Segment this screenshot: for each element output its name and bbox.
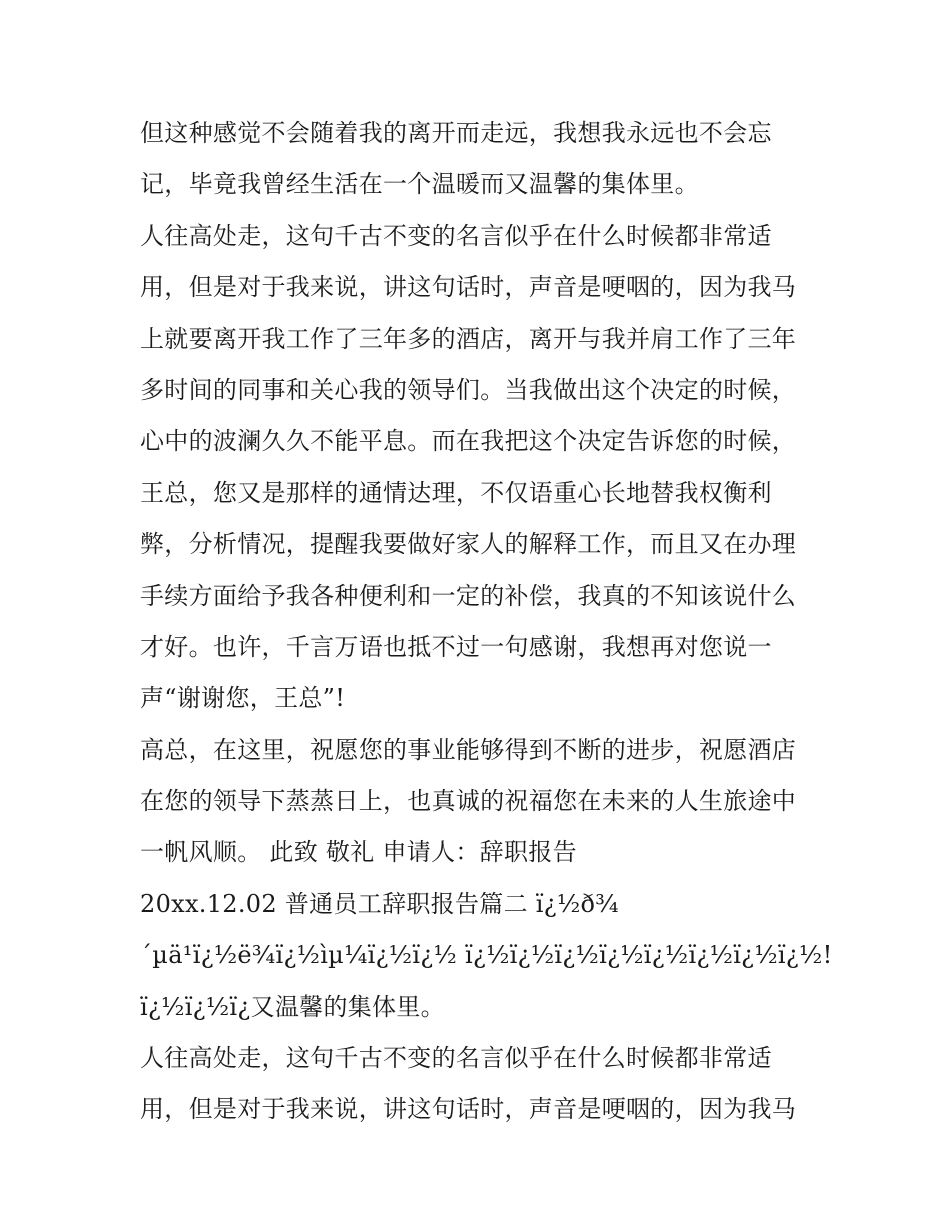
text-line: ´µä¹ï¿½ë¾ï¿½ìµ¼ï¿½ï¿½ ï¿½ï¿½ï¿½ï¿½ï¿½ï¿½ï¿½ï¿½! [140,941,833,970]
text-line: 弊，分析情况，提醒我要做好家人的解释工作，而且又在办理 [140,530,797,559]
text-line: 人往高处走，这句千古不变的名言似乎在什么时候都非常适 [140,1044,772,1073]
document-body [140,108,833,1136]
text-line: 手续方面给予我各种便利和一定的补偿，我真的不知该说什么 [140,581,797,610]
text-line: 在您的领导下蒸蒸日上，也真诚的祝福您在未来的人生旅途中 [140,787,797,816]
text-line: 心中的波澜久久不能平息。而在我把这个决定告诉您的时候， [140,427,797,456]
text-line: 上就要离开我工作了三年多的酒店，离开与我并肩工作了三年 [140,324,797,353]
text-line: 用，但是对于我来说，讲这句话时，声音是哽咽的，因为我马 [140,1095,797,1124]
text-line: 人往高处走，这句千古不变的名言似乎在什么时候都非常适 [140,221,772,250]
text-line: 但这种感觉不会随着我的离开而走远，我想我永远也不会忘 [140,119,772,147]
text-line: 才好。也许，千言万语也抵不过一句感谢，我想再对您说一 [140,632,772,661]
text-line: 一帆风顺。 此致 敬礼 申请人：辞职报告 [140,838,577,867]
text-line: 20xx.12.02 普通员工辞职报告篇二 ï¿½ð¾ [140,889,619,918]
text-line: 声“谢谢您，王总”! [140,684,346,713]
text-line: 王总，您又是那样的通情达理，不仅语重心长地替我权衡利 [140,478,772,507]
text-line: 多时间的同事和关心我的领导们。当我做出这个决定的时候， [140,375,797,404]
text-line: 用，但是对于我来说，讲这句话时，声音是哽咽的，因为我马 [140,273,797,302]
text-line: 高总，在这里，祝愿您的事业能够得到不断的进步，祝愿酒店 [140,735,797,764]
text-line: ï¿½ï¿½ï¿又温馨的集体里。 [140,992,445,1021]
text-line: 记，毕竟我曾经生活在一个温暖而又温馨的集体里。 [140,170,699,199]
